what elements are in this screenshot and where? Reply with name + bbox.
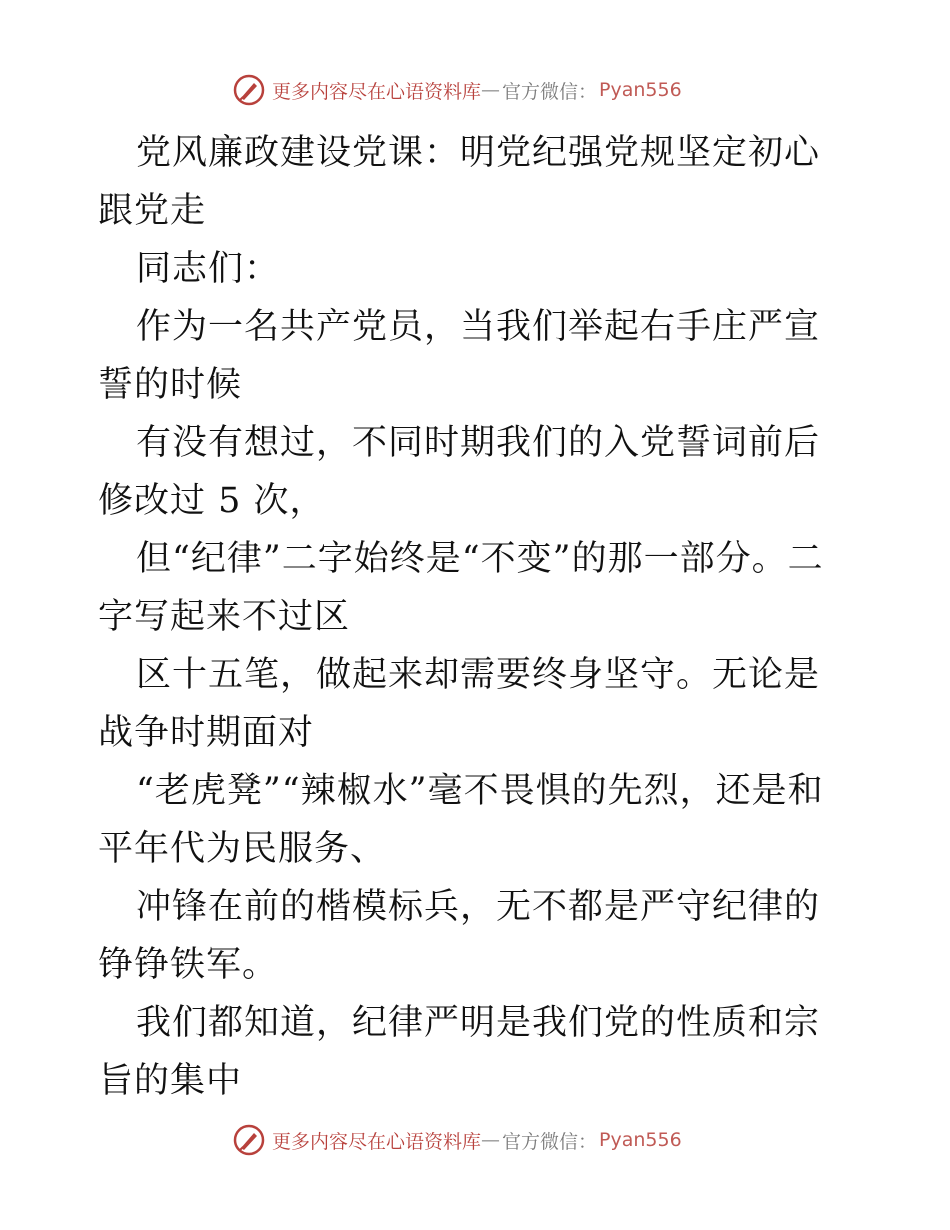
banner-official-text: 官方微信： <box>502 1130 598 1153</box>
paragraph-line: “老虎凳”“辣椒水”毫不畏惧的先烈，还是和平年代为民服务、 <box>98 771 824 869</box>
banner-official-text: 官方微信： <box>502 80 598 103</box>
banner-separator: — <box>481 79 501 101</box>
document-body <box>98 124 854 1110</box>
banner-wechat-id: Pyan556 <box>599 1129 682 1151</box>
banner-separator: — <box>481 1129 501 1151</box>
document-title: 党风廉政建设党课：明党纪强党规坚定初心跟党走 <box>98 133 821 231</box>
banner-main-text: 更多内容尽在心语资料库 <box>272 80 482 103</box>
paragraph-line: 冲锋在前的楷模标兵，无不都是严守纪律的铮铮铁军。 <box>98 887 821 985</box>
quill-logo-icon <box>232 73 266 107</box>
banner-wechat-id: Pyan556 <box>599 79 682 101</box>
paragraph-line: 作为一名共产党员，当我们举起右手庄严宣誓的时候 <box>98 307 821 405</box>
paragraph-line: 有没有想过，不同时期我们的入党誓词前后修改过 5 次， <box>98 423 821 521</box>
banner-main-text: 更多内容尽在心语资料库 <box>272 1130 482 1153</box>
paragraph-line: 我们都知道，纪律严明是我们党的性质和宗旨的集中 <box>98 1003 821 1101</box>
paragraph-line: 同志们： <box>136 249 281 289</box>
header-watermark-banner <box>232 72 682 108</box>
quill-logo-icon <box>232 1123 266 1157</box>
footer-watermark-banner <box>232 1122 682 1158</box>
paragraph-line: 区十五笔，做起来却需要终身坚守。无论是战争时期面对 <box>98 655 821 753</box>
paragraph-line: 但“纪律”二字始终是“不变”的那一部分。二字写起来不过区 <box>98 539 824 637</box>
